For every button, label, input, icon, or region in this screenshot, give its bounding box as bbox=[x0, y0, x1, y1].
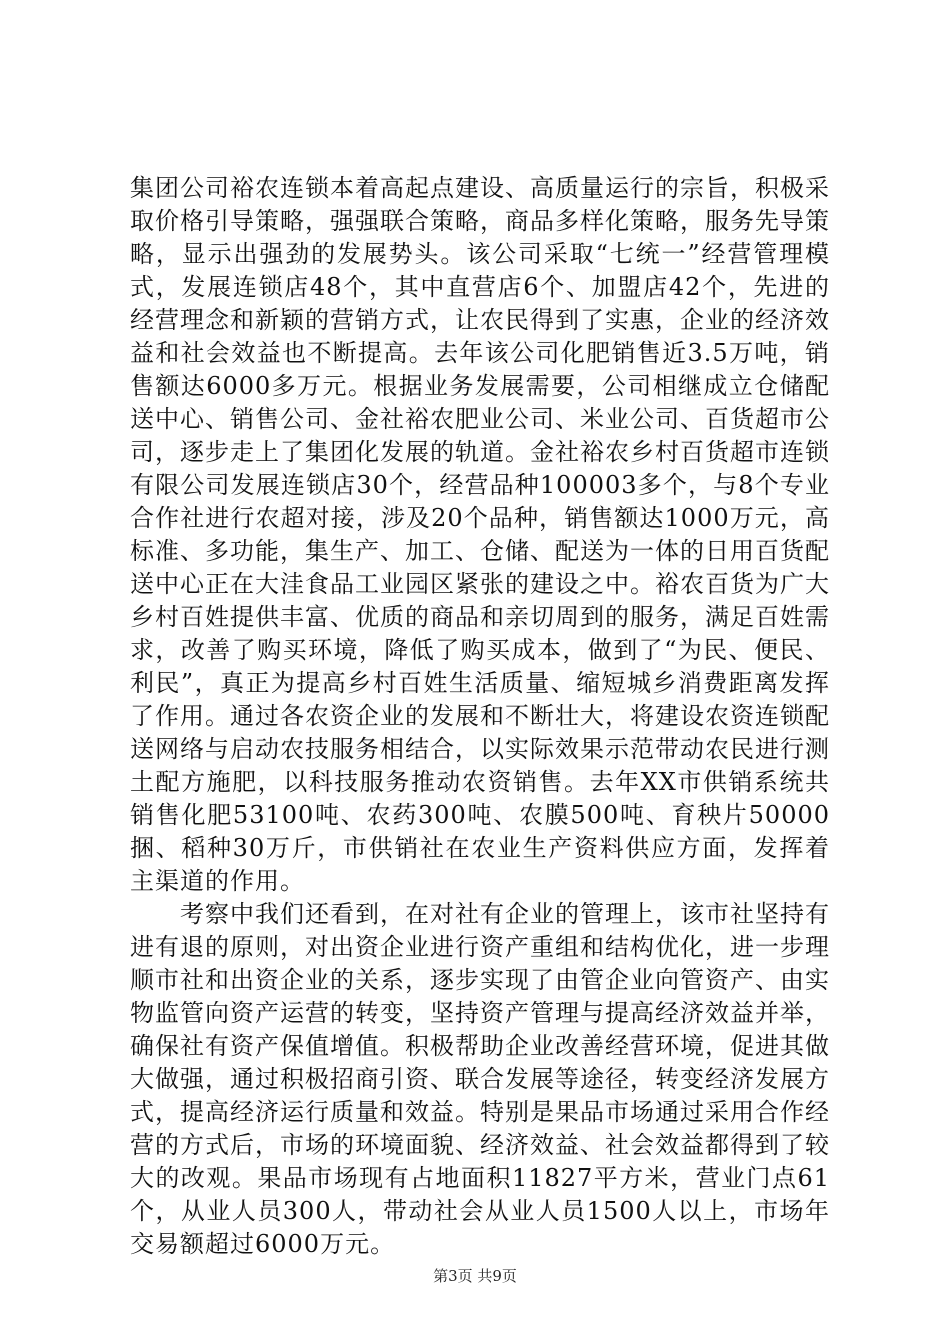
document-body bbox=[130, 172, 830, 1261]
page-number-footer: 第3页 共9页 bbox=[433, 1267, 517, 1285]
paragraph-1: 集团公司裕农连锁本着高起点建设、高质量运行的宗旨，积极采取价格引导策略，强强联合策略，商品多样化策略，服务先导策略，显示出强劲的发展势头。该公司采取“七统一”经营管理模式，发展连锁店48个，其中直营店6个、加盟店42个，先进的经营理念和新颖的营销方式，让农民得到了实惠，企业的经济效益和社会效益也不断提高。去年该公司化肥销售近3.5万吨，销售额达6000多万元。根据业务发展需要，公司相继成立仓储配送中心、销售公司、金社裕农肥业公司、米业公司、百货超市公司，逐步走上了集团化发展的轨道。金社裕农乡村百货超市连锁有限公司发展连锁店30个，经营品种100003多个，与8个专业合作社进行农超对接，涉及20个品种，销售额达1000万元，高标准、多功能，集生产、加工、仓储、配送为一体的日用百货配送中心正在大洼食品工业园区紧张的建设之中。裕农百货为广大乡村百姓提供丰富、优质的商品和亲切周到的服务，满足百姓需求，改善了购买环境，降低了购买成本，做到了“为民、便民、利民”，真正为提高乡村百姓生活质量、缩短城乡消费距离发挥了作用。通过各农资企业的发展和不断壮大，将建设农资连锁配送网络与启动农技服务相结合，以实际效果示范带动农民进行测土配方施肥，以科技服务推动农资销售。去年XX市供销系统共销售化肥53100吨、农药300吨、农膜500吨、育秧片50000捆、稻种30万斤，市供销社在农业生产资料供应方面，发挥着主渠道的作用。 bbox=[130, 174, 830, 895]
paragraph-2: 考察中我们还看到，在对社有企业的管理上，该市社坚持有进有退的原则，对出资企业进行资产重组和结构优化，进一步理顺市社和出资企业的关系，逐步实现了由管企业向管资产、由实物监管向资产运营的转变，坚持资产管理与提高经济效益并举，确保社有资产保值增值。积极帮助企业改善经营环境，促进其做大做强，通过积极招商引资、联合发展等途径，转变经济发展方式，提高经济运行质量和效益。特别是果品市场通过采用合作经营的方式后，市场的环境面貌、经济效益、社会效益都得到了较大的改观。果品市场现有占地面积11827平方米，营业门点61个，从业人员300人，带动社会从业人员1500人以上，市场年交易额超过6000万元。 bbox=[130, 900, 830, 1258]
